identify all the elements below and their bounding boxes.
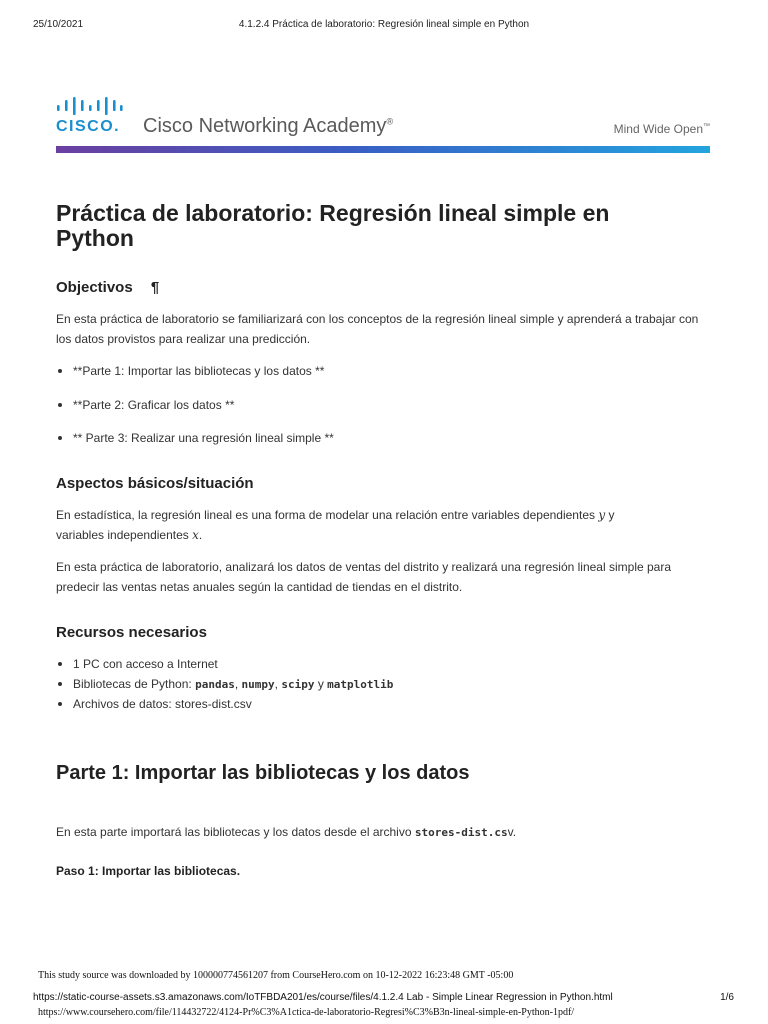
objective-item: ** Parte 3: Realizar una regresión lineal simple ** — [56, 431, 334, 445]
part1-intro: En esta parte importará las bibliotecas y los datos desde el archivo stores-dist.csv. — [56, 825, 517, 839]
objective-item: **Parte 2: Graficar los datos ** — [56, 398, 234, 412]
lib-pandas: pandas — [195, 678, 235, 691]
objectives-heading: Objectivos ¶ — [56, 279, 160, 296]
registered-mark: ® — [386, 116, 394, 127]
study-source-note: This study source was downloaded by 100000774561207 from CourseHero.com on 10-12-2022 16:23:48 GMT -05:00 — [38, 970, 514, 981]
coursehero-url[interactable]: https://www.coursehero.com/file/114432722/4124-Pr%C3%A1ctica-de-laboratorio-Regresi%C3%B3n-lineal-simple-en-Python-1pdf/ — [38, 1007, 575, 1018]
source-url[interactable]: https://static-course-assets.s3.amazonaws.com/IoTFBDA201/es/course/files/4.1.2.4 Lab - Simple Linear Regression in Python.html — [33, 992, 613, 1003]
objectives-intro: En esta práctica de laboratorio se familiarizará con los conceptos de la regresión lineal simple y aprenderá a trabajar con los datos provistos para realizar una predicción. — [56, 312, 699, 346]
cisco-logo-text: CISCO. — [56, 118, 121, 135]
bullet-icon — [58, 662, 62, 666]
tagline: Mind Wide Open™ — [613, 122, 710, 136]
objective-item: **Parte 1: Importar las bibliotecas y los datos ** — [56, 364, 324, 378]
resources-heading: Recursos necesarios — [56, 624, 207, 641]
print-page-title: 4.1.2.4 Práctica de laboratorio: Regresión lineal simple en Python — [238, 19, 530, 30]
cisco-bars-icon — [56, 97, 124, 115]
background-heading: Aspectos básicos/situación — [56, 475, 254, 492]
print-date: 25/10/2021 — [33, 19, 84, 30]
resource-item: Archivos de datos: stores-dist.csv — [56, 697, 252, 711]
bullet-icon — [58, 682, 62, 686]
trademark-mark: ™ — [703, 123, 710, 130]
pilcrow-anchor-link[interactable]: ¶ — [150, 279, 160, 296]
step1-heading: Paso 1: Importar las bibliotecas. — [56, 864, 241, 878]
bullet-icon — [58, 436, 62, 440]
background-paragraph-1: En estadística, la regresión lineal es una forma de modelar una relación entre variables dependientes y y variables independientes x. — [56, 508, 615, 542]
part1-heading: Parte 1: Importar las bibliotecas y los datos — [56, 762, 470, 784]
file-name: stores-dist.cs — [414, 826, 508, 839]
lib-scipy: scipy — [281, 678, 315, 691]
resource-item: Bibliotecas de Python: pandas, numpy, scipy y matplotlib — [56, 677, 393, 691]
academy-name: Cisco Networking Academy® — [143, 115, 394, 137]
bullet-icon — [58, 403, 62, 407]
variable-y: y — [598, 508, 606, 522]
banner-gradient-bar — [56, 146, 710, 153]
lib-numpy: numpy — [241, 678, 275, 691]
document-title: Práctica de laboratorio: Regresión lineal simple en Python — [56, 200, 610, 251]
bullet-icon — [58, 702, 62, 706]
background-paragraph-2: En esta práctica de laboratorio, analizará los datos de ventas del distrito y realizará una regresión lineal simple para predecir las ventas netas anuales según la cantidad de tiendas en el distrito. — [56, 560, 672, 594]
lib-matplotlib: matplotlib — [327, 678, 394, 691]
resource-item: 1 PC con acceso a Internet — [56, 657, 218, 671]
variable-x: x — [192, 528, 199, 542]
page-number: 1/6 — [720, 992, 734, 1003]
bullet-icon — [58, 369, 62, 373]
